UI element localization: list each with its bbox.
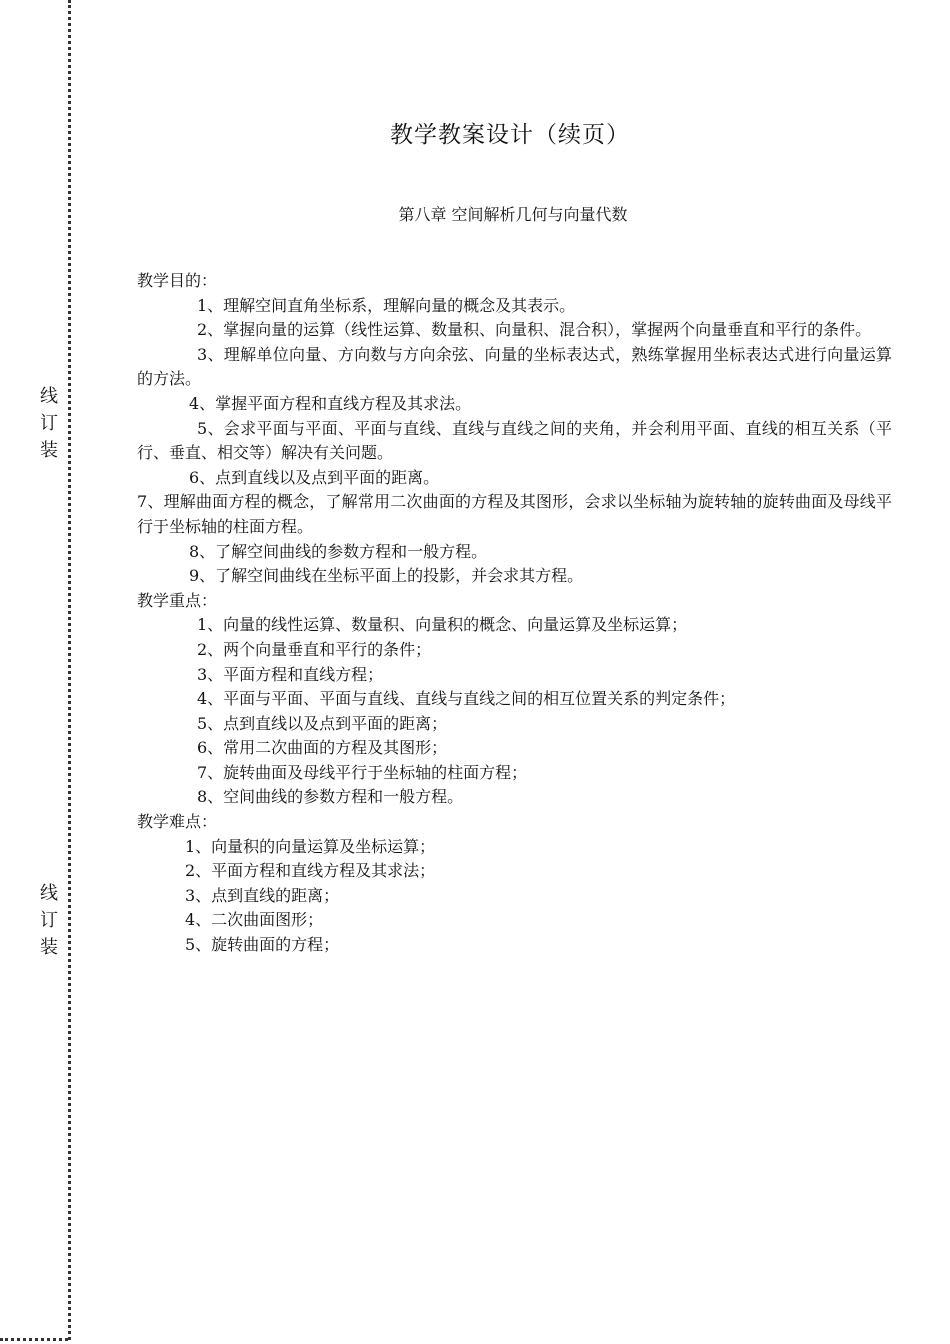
- objective-item: 9、了解空间曲线在坐标平面上的投影，并会求其方程。: [189, 566, 584, 586]
- objectives-heading: 教学目的：: [137, 271, 218, 290]
- key-point-item: 3、平面方程和直线方程；: [197, 664, 384, 684]
- difficulty-item: 4、二次曲面图形；: [185, 910, 324, 930]
- binding-char: 订: [40, 910, 58, 931]
- key-point-item: 5、点到直线以及点到平面的距离；: [197, 713, 448, 733]
- key-point-item: 2、两个向量垂直和平行的条件；: [197, 639, 432, 659]
- objective-item: 4、掌握平面方程和直线方程及其求法。: [189, 393, 472, 413]
- objective-item: 2、掌握向量的运算（线性运算、数量积、向量积、混合积），掌握两个向量垂直和平行的条件。: [197, 320, 872, 340]
- binding-char: 线: [40, 386, 58, 407]
- binding-char: 线: [40, 883, 58, 904]
- objective-item: 5、会求平面与平面、平面与直线、直线与直线之间的夹角，并会利用平面、直线的相互关系（平行、垂直、相交等）解决有关问题。: [137, 418, 892, 463]
- key-points-heading: 教学重点：: [137, 590, 218, 610]
- page-title: 教学教案设计（续页）: [390, 122, 630, 148]
- key-point-item: 7、旋转曲面及母线平行于坐标轴的柱面方程；: [197, 762, 528, 782]
- chapter-title: 第八章 空间解析几何与向量代数: [398, 205, 628, 224]
- key-point-item: 4、平面与平面、平面与直线、直线与直线之间的相互位置关系的判定条件；: [197, 689, 736, 709]
- binding-label-top: [36, 383, 62, 464]
- key-point-item: 8、空间曲线的参数方程和一般方程。: [197, 787, 464, 807]
- key-point-item: 6、常用二次曲面的方程及其图形；: [197, 738, 448, 758]
- binding-label-bottom: [36, 880, 62, 961]
- objective-item: 7、理解曲面方程的概念，了解常用二次曲面的方程及其图形，会求以坐标轴为旋转轴的旋转曲面及母线平行于坐标轴的柱面方程。: [137, 492, 892, 536]
- difficulty-item: 1、向量积的向量运算及坐标运算；: [185, 836, 436, 856]
- binding-char: 装: [40, 440, 58, 461]
- difficulties-heading: 教学难点：: [137, 812, 218, 832]
- objective-item: 1、理解空间直角坐标系，理解向量的概念及其表示。: [197, 295, 576, 315]
- objective-item: 6、点到直线以及点到平面的距离。: [189, 467, 440, 487]
- key-point-item: 1、向量的线性运算、数量积、向量积的概念、向量运算及坐标运算；: [197, 615, 688, 635]
- binding-dotted-line: [68, 0, 71, 1340]
- binding-char: 装: [40, 937, 58, 958]
- difficulty-item: 2、平面方程和直线方程及其求法；: [185, 861, 436, 881]
- difficulty-item: 3、点到直线的距离；: [185, 885, 340, 905]
- difficulty-item: 5、旋转曲面的方程；: [185, 935, 340, 955]
- binding-bottom-dotted-line: [0, 1338, 68, 1341]
- objective-item: 8、了解空间曲线的参数方程和一般方程。: [189, 541, 488, 561]
- binding-char: 订: [40, 413, 58, 434]
- lesson-content: [137, 269, 892, 958]
- objective-item: 3、理解单位向量、方向数与方向余弦、向量的坐标表达式，熟练掌握用坐标表达式进行向量运算的方法。: [137, 344, 892, 389]
